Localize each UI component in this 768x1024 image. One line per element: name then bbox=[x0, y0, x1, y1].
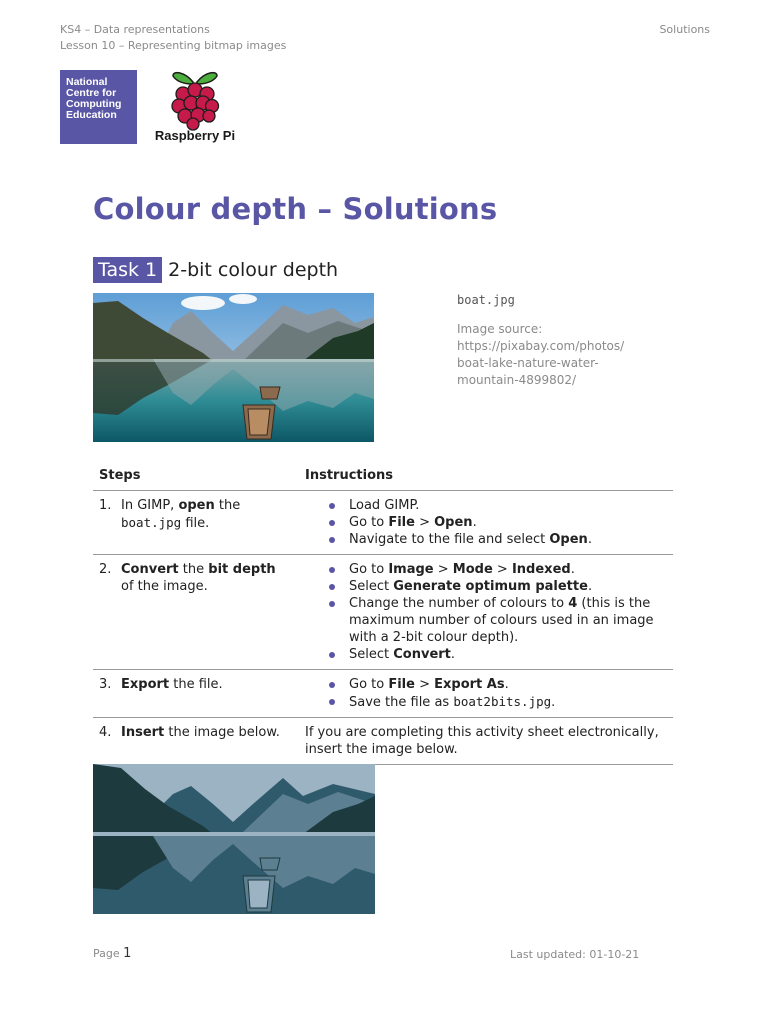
text-run: . bbox=[504, 677, 509, 692]
text-run: Change the number of colours to bbox=[349, 596, 569, 611]
text-run: file. bbox=[181, 516, 210, 531]
table-row bbox=[93, 491, 673, 555]
table-row bbox=[93, 718, 673, 765]
text-run: > bbox=[433, 562, 453, 577]
page-title: Colour depth – Solutions bbox=[93, 192, 498, 226]
text-run: Load GIMP. bbox=[349, 498, 420, 513]
image-source-label: Image source: bbox=[457, 322, 543, 336]
bold-text: Convert bbox=[121, 562, 179, 577]
bold-text: Export bbox=[121, 677, 170, 692]
step-text bbox=[121, 561, 281, 595]
text-run: the bbox=[178, 562, 209, 577]
step-text bbox=[121, 497, 281, 532]
text-run: . bbox=[472, 515, 477, 530]
instruction-list bbox=[305, 497, 667, 548]
image-source bbox=[457, 321, 657, 389]
instruction-list bbox=[305, 676, 667, 711]
list-item bbox=[327, 676, 667, 693]
task-badge: Task 1 bbox=[93, 257, 162, 283]
instruction-text: If you are completing this activity sheet electronically, insert the image below. bbox=[305, 725, 659, 757]
instruction-cell bbox=[299, 670, 673, 718]
text-run: Save the file as bbox=[349, 695, 454, 710]
step-cell bbox=[93, 670, 299, 718]
text-run: Select bbox=[349, 647, 394, 662]
instruction-cell bbox=[299, 555, 673, 670]
instruction-cell bbox=[299, 718, 673, 765]
image-filename: boat.jpg bbox=[457, 293, 515, 307]
document-header bbox=[60, 22, 286, 54]
text-run: . bbox=[450, 647, 456, 662]
steps-table bbox=[93, 462, 673, 765]
bold-text: bit depth bbox=[208, 562, 276, 577]
raspberry-pi-logo-text: Raspberry Pi bbox=[154, 128, 236, 143]
text-run: > bbox=[492, 562, 512, 577]
text-run: the bbox=[214, 498, 241, 513]
text-run: > bbox=[414, 515, 435, 530]
ncce-logo-line: National bbox=[66, 76, 108, 88]
task-title: 2-bit colour depth bbox=[168, 259, 339, 281]
text-run: . bbox=[551, 695, 556, 710]
list-item bbox=[327, 497, 667, 514]
table-row bbox=[93, 555, 673, 670]
image-source-url-line: https://pixabay.com/photos/ bbox=[457, 339, 625, 353]
footer-last-updated: Last updated: 01-10-21 bbox=[510, 948, 640, 961]
list-item bbox=[327, 531, 667, 548]
task-heading bbox=[93, 257, 338, 283]
text-run: Go to bbox=[349, 562, 389, 577]
bold-text: Indexed bbox=[511, 562, 571, 577]
text-run: the image below. bbox=[164, 725, 280, 740]
step-number: 1. bbox=[99, 498, 112, 513]
ncce-logo-line: Computing bbox=[66, 98, 122, 110]
text-run: . bbox=[587, 579, 593, 594]
list-item bbox=[327, 646, 667, 663]
bold-text: Image bbox=[388, 562, 434, 577]
bold-text: 4 bbox=[568, 596, 578, 611]
lesson-label: Lesson 10 – Representing bitmap images bbox=[60, 39, 287, 52]
bold-text: open bbox=[178, 498, 215, 513]
step-cell bbox=[93, 555, 299, 670]
ncce-logo-line: Education bbox=[66, 109, 117, 121]
list-item bbox=[327, 578, 667, 595]
bold-text: Convert bbox=[393, 647, 451, 662]
instruction-list bbox=[305, 561, 667, 663]
image-source-url-line: mountain-4899802/ bbox=[457, 373, 577, 387]
list-item bbox=[327, 514, 667, 531]
ncce-logo bbox=[60, 70, 137, 144]
image-info bbox=[457, 293, 657, 389]
list-item bbox=[327, 561, 667, 578]
steps-column-header: Steps bbox=[93, 462, 299, 491]
text-run: > bbox=[414, 677, 435, 692]
bold-text: Mode bbox=[452, 562, 493, 577]
code-text: boat.jpg bbox=[121, 515, 182, 530]
step-text bbox=[121, 724, 281, 741]
text-run: of the image. bbox=[121, 579, 208, 594]
code-text: boat2bits.jpg bbox=[453, 694, 552, 709]
bold-text: Open bbox=[434, 515, 473, 530]
step-text bbox=[121, 676, 281, 693]
image-source-url-line: boat-lake-nature-water- bbox=[457, 356, 599, 370]
step-cell bbox=[93, 718, 299, 765]
instructions-column-header: Instructions bbox=[299, 462, 673, 491]
footer-page-label: Page bbox=[93, 947, 120, 960]
text-run: (this is the maximum number of colours used in an image with a 2-bit colour depth). bbox=[349, 596, 654, 645]
step-cell bbox=[93, 491, 299, 555]
boat-photo bbox=[93, 293, 374, 442]
bold-text: Export As bbox=[434, 677, 505, 692]
step-number: 2. bbox=[99, 562, 112, 577]
list-item bbox=[327, 693, 667, 711]
table-row bbox=[93, 670, 673, 718]
ncce-logo-line: Centre for bbox=[66, 87, 117, 99]
bold-text: Generate optimum palette bbox=[393, 579, 588, 594]
step-number: 4. bbox=[99, 725, 112, 740]
text-run: . bbox=[570, 562, 575, 577]
boat-2bit-photo bbox=[93, 764, 375, 914]
text-run: Navigate to the file and select bbox=[349, 532, 550, 547]
course-label: KS4 – Data representations bbox=[60, 23, 210, 36]
bold-text: Open bbox=[549, 532, 588, 547]
text-run: Select bbox=[349, 579, 394, 594]
text-run: . bbox=[587, 532, 592, 547]
text-run: In GIMP, bbox=[121, 498, 179, 513]
step-number: 3. bbox=[99, 677, 112, 692]
footer-page bbox=[93, 946, 131, 961]
text-run: the file. bbox=[169, 677, 223, 692]
bold-text: File bbox=[388, 677, 415, 692]
steps-table-body bbox=[93, 491, 673, 765]
table-header-row bbox=[93, 462, 673, 491]
bold-text: File bbox=[388, 515, 415, 530]
footer-page-number: 1 bbox=[123, 946, 132, 961]
instruction-cell bbox=[299, 491, 673, 555]
header-solutions-label: Solutions bbox=[659, 23, 710, 36]
list-item bbox=[327, 595, 667, 646]
text-run: Go to bbox=[349, 677, 389, 692]
bold-text: Insert bbox=[121, 725, 165, 740]
text-run: Go to bbox=[349, 515, 389, 530]
